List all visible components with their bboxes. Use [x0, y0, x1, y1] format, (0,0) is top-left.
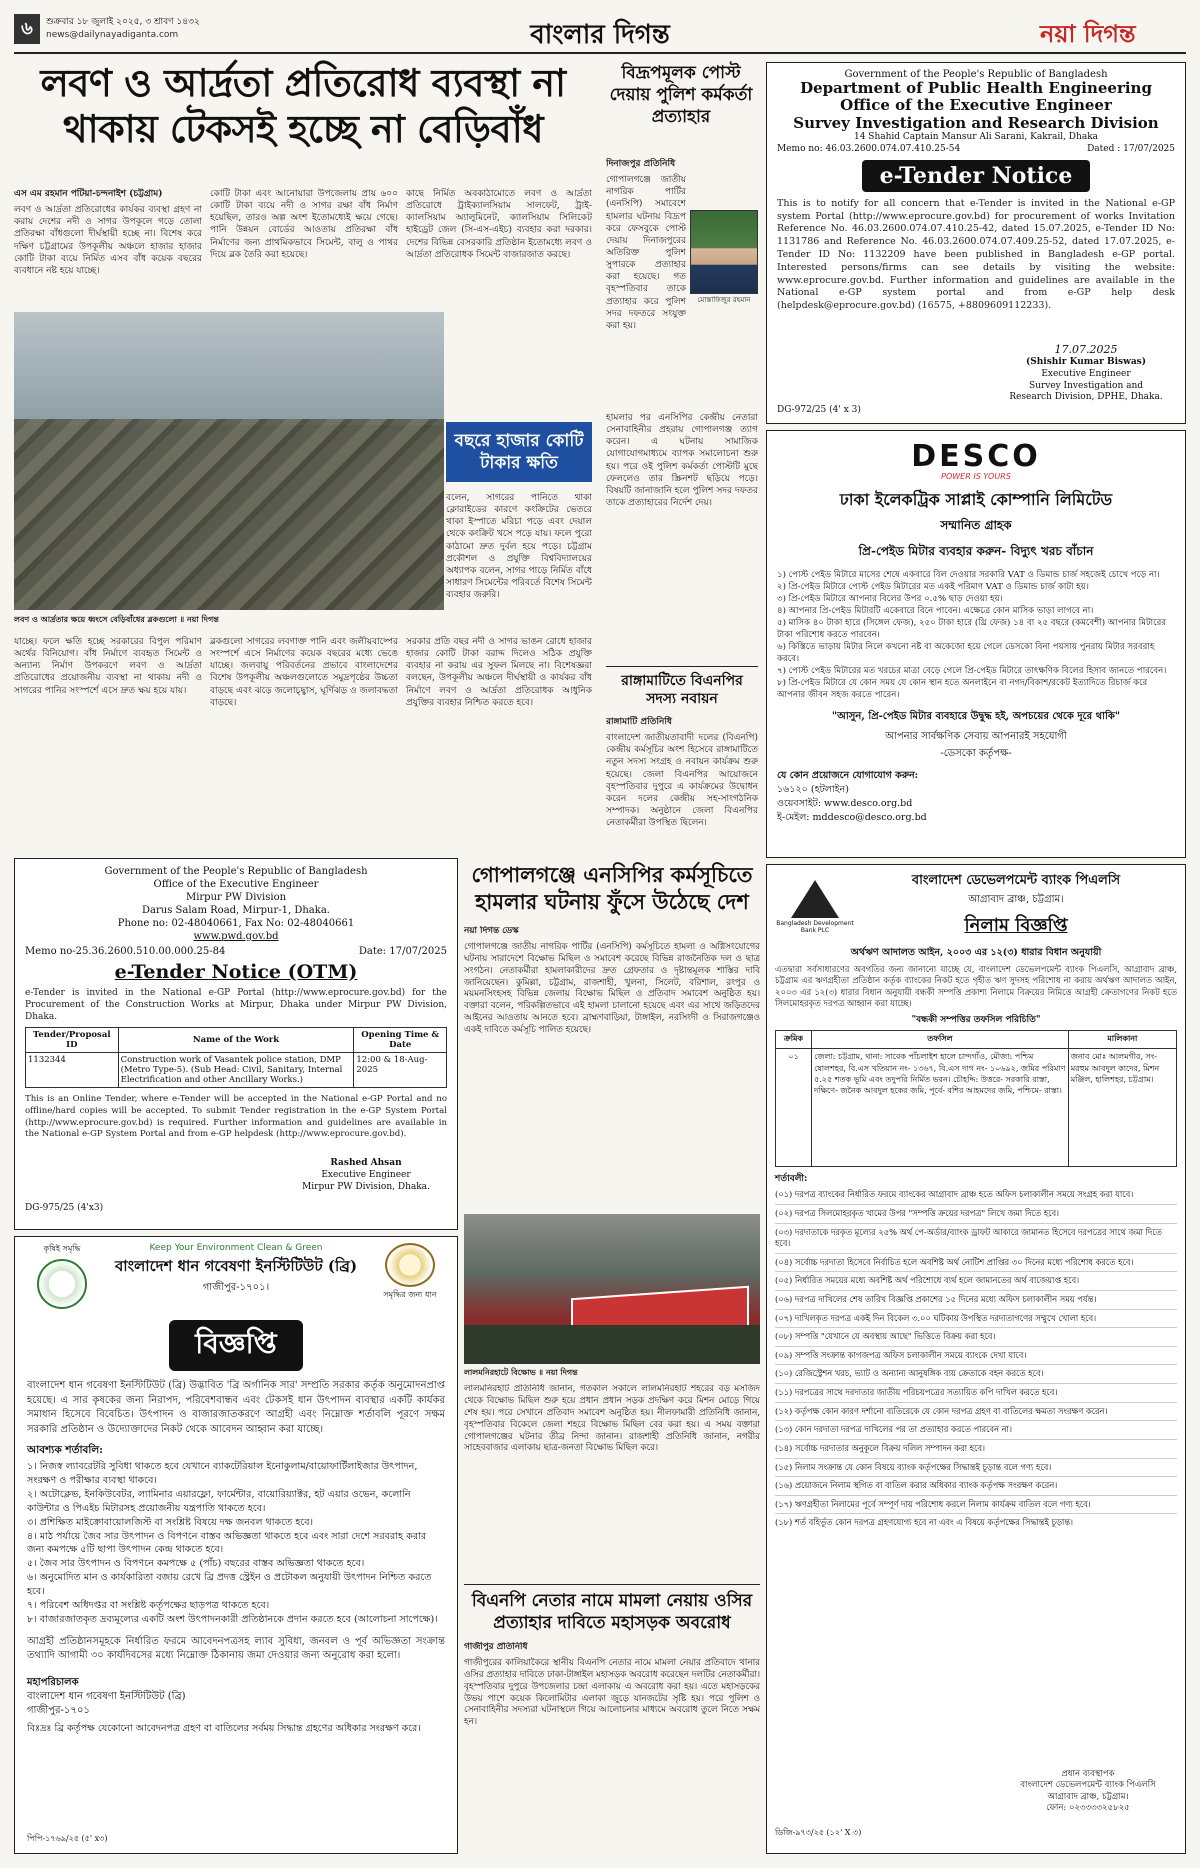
desco-email[interactable]: ই-মেইল: mddesco@desco.org.bd	[777, 811, 927, 823]
brri-dg-place: গাজীপুর-১৭০১	[27, 1704, 90, 1716]
brri-banner: বিজ্ঞপ্তি	[169, 1320, 302, 1371]
newspaper-logo[interactable]: নয়া দিগন্ত	[1040, 19, 1136, 48]
pwd-division: Mirpur PW Division	[185, 892, 287, 903]
pwd-cell-id: 1132344	[26, 1053, 119, 1088]
bdbl-org: বাংলাদেশ ডেভেলপমেন্ট ব্যাংক পিএলসি	[911, 873, 1121, 888]
pwd-intro: e-Tender is invited in the National e-GP Portal (http://www.eprocure.gov.bd) for the Procurement of the Construction Works at Mirpur, Dhaka under Mirpur PW Division, Dhaka.	[25, 988, 447, 1023]
officer-photo	[690, 210, 758, 294]
bdbl-logo-icon	[791, 880, 839, 918]
pwd-table-header: Tender/Proposal ID	[26, 1028, 119, 1053]
desco-point: ৩) প্রি-পেইড মিটারে আপনার বিলের উপর ০.৫% ছাড় দেওয়া হয়।	[777, 594, 1003, 605]
dphe-dated: Dated : 17/07/2025	[1087, 143, 1175, 154]
case-body	[464, 1642, 760, 1854]
dphe-title-3: Research Division, DPHE, Dhaka.	[1009, 392, 1163, 403]
dphe-division: Survey Investigation and Research Division	[793, 113, 1159, 132]
dphe-gov: Government of the People's Republic of Bangladesh	[844, 69, 1108, 80]
bdbl-term: (০৬) দরপত্র দাখিলের শেষ তারিখ বিজ্ঞপ্তি প্রকাশের ১৫ দিনের মধ্যে অফিস চলাকালীন সময় পর্যন্ত।	[775, 1291, 1177, 1310]
pwd-date: Date: 17/07/2025	[358, 946, 447, 957]
pwd-table-header: Opening Time & Date	[354, 1028, 447, 1053]
ncp-body-text: গোপালগঞ্জে জাতীয় নাগরিক পার্টির (এনসিপি) কর্মসূচিতে হামলা ও অগ্নিসংযোগের ঘটনায় সারাদেশে বিক্ষোভ মিছিল ও সমাবেশ করেছে বিভিন্ন রাজনৈতিক দল ও ছাত্র সংগঠন। নেতাকর্মীরা হামলাকারীদের দ্রুত গ্রেফতার ও দৃষ্টান্তমূলক শাস্তির দাবি জানিয়েছেন। কুমিল্লা, চট্টগ্রাম, রাজশাহী, খুলনা, সিলেট, বরিশাল, রংপুর ও ময়মনসিংহসহ বিভিন্ন জেলায় বিক্ষোভ মিছিল ও প্রতিবাদ সমাবেশ অনুষ্ঠিত হয়। বক্তারা বলেন, পরিকল্পিতভাবে এই হামলা চালানো হয়েছে এবং এর সাথে জড়িতদের আইনের আওতায় আনতে হবে। ব্রাহ্মণবাড়িয়া, টাঙ্গাইল, নরসিংদী ও সিরাজগঞ্জেও একই দাবিতে কর্মসূচি পালিত হয়েছে।	[464, 941, 760, 1035]
bdbl-table-header: ক্রমিক	[776, 1031, 812, 1049]
brri-right-tag: সমৃদ্ধির জন্য ধান	[383, 1290, 437, 1299]
bdbl-law: অর্থঋণ আদালত আইন, ২০০৩ এর ১২(৩) ধারার বিধান অনুযায়ী	[850, 947, 1102, 958]
lead-headline: লবণ ও আর্দ্রতা প্রতিরোধ ব্যবস্থা না থাকায় টেকসই হচ্ছে না বেড়িবাঁধ	[40, 60, 566, 152]
bdbl-terms	[775, 1186, 1177, 1532]
table-row	[776, 1049, 1177, 1167]
police-body-2	[606, 412, 758, 662]
bdbl-cell-schedule: জেলা: চট্টগ্রাম, থানা: সাবেক পাঁচলাইশ হালে চান্দগাঁও, মৌজা: পশ্চিম ষোলশহর, বি.এস খতিয়ান নং- ১৩৬৭, বি.এস দাগ নং- ১০৬৯২, জমির পরিমাণ ৫.২৫ শতক ভূমি এবং তদুপরি নির্মিত ভবন। চৌহদ্দি: উত্তরে- সরকারি রাস্তা, দক্ষিণে- জনৈক আবদুল হকের জমি, পূর্বে- বশির আহমদের জমি, পশ্চিমে- রাস্তা।	[812, 1049, 1069, 1167]
pwd-signer: Rashed Ahsan	[330, 1158, 402, 1168]
brri-requirement: ৫। জৈব সার উৎপাদন ও বিপণনে কমপক্ষে ৫ (পাঁচ) বছরের বাস্তব অভিজ্ঞতা থাকতে হবে।	[27, 1558, 365, 1570]
brri-dg-org: বাংলাদেশ ধান গবেষণা ইনস্টিটিউট (ব্রি)	[27, 1690, 186, 1702]
police-headline: বিদ্রূপমূলক পোস্ট দেয়ায় পুলিশ কর্মকর্তা প্রত্যাহার	[609, 63, 753, 128]
bdbl-term: (০১) দরপত্র ব্যাংকের নির্ধারিত ফরমে ব্যাংকের আগ্রাবাদ ব্রাঞ্চ হতে অফিস চলাকালীন সময়ে সংগ্রহ করা যাবে।	[775, 1186, 1177, 1205]
brri-closing: আগ্রহী প্রতিষ্ঠানসমূহকে নির্ধারিত ফরমে আবেদনপত্রসহ ল্যাব সুবিধা, জনবল ও পূর্ব অভিজ্ঞতা সংক্রান্ত তথ্যাদি আগামী ৩০ কার্যদিবসের মধ্যে নিম্নোক্ত ঠিকানায় জমা দেওয়ার জন্য অনুরোধ করা হলো।	[27, 1635, 445, 1662]
bdbl-term: (১৬) প্রয়োজনে নিলাম স্থগিত বা বাতিল করার অধিকার ব্যাংক কর্তৃপক্ষ সংরক্ষণ করেন।	[775, 1477, 1177, 1496]
dphe-banner: e-Tender Notice	[862, 160, 1091, 192]
desco-logo	[777, 439, 1175, 474]
brri-req-title: আবশ্যক শর্তাবলি:	[27, 1444, 104, 1456]
bdbl-term: (১২) কর্তৃপক্ষ কোন কারণ দর্শানো ব্যতিরেকে যে কোন দরপত্র গ্রহণ বা বাতিলের ক্ষমতা সংরক্ষণ করেন।	[775, 1403, 1177, 1422]
desco-point: ৪) আপনার প্রি-পেইড মিটারটি একেবারে বিনে পাবেন। এক্ষেত্রে কোন মাসিক ভাড়া লাগবে না।	[777, 606, 1094, 617]
pwd-web[interactable]: www.pwd.gov.bd	[193, 931, 279, 942]
ncp-headline: গোপালগঞ্জে এনসিপির কর্মসূচিতে হামলার ঘটনায় ফুঁসে উঠেছে দেশ	[471, 862, 753, 914]
bdbl-cell-owner: জনাব মোঃ আলমগীর, সং- মরহুম আবদুল কাদের, মিশন মঞ্জিল, হালিশহর, চট্টগ্রাম।	[1068, 1049, 1176, 1167]
lead-bottom-2-text: ব্লকগুলো সাগরের লবণাক্ত পানি এবং জলীয়বাষ্পের সংস্পর্শে এসে নির্মাণের কয়েক বছরের মধ্যে ভেঙে যাচ্ছে। জলবায়ু পরিবর্তনের প্রভাবে বাংলাদেশের বিশেষ উপকূলীয় অঞ্চলগুলোতে সমুদ্রপৃষ্ঠের উচ্চতা বাড়ছে এবং ঝড়ে জলোচ্ছ্বাস, ঘূর্ণিঝড় ও জলাবদ্ধতা বাড়ছে।	[210, 637, 398, 708]
desco-greeting: সম্মানিত গ্রাহক	[940, 518, 1012, 532]
desco-point: ১) পোস্ট পেইড মিটারে মাসের শেষে একবারে বিল দেওয়ার সরকারি VAT ও ডিমান্ড চার্জ সহজেই চোখে পড়ে না।	[777, 570, 1160, 580]
brri-requirement: ২। অটোক্লেভ, ইনকিউবেটর, ল্যামিনার এয়ারফ্লো, ফার্মেন্টার, বায়োরিয়্যাক্টর, হট এয়ার ওভেন, কলোনি কাউন্টার ও পিএইচ মিটারসহ প্রয়োজনীয় যন্ত্রপাতি থাকতে হবে।	[27, 1488, 411, 1514]
bdbl-org-en: Bangladesh Development Bank PLC	[776, 919, 854, 934]
officer-caption: মোস্তাফিজুর রহমান	[697, 296, 751, 304]
bnp-body-text: বাংলাদেশ জাতীয়তাবাদী দলের (বিএনপি) কেন্দ্রীয় কর্মসূচির অংশ হিসেবে রাঙ্গামাটিতে নতুন সদস্য সংগ্রহ ও নবায়ন কার্যক্রম শুরু হয়েছে। জেলা বিএনপির আয়োজনে বৃহস্পতিবার দুপুরে এ কার্যক্রমের উদ্বোধন করেন দলের কেন্দ্রীয় সহ-সাংগঠনিক সম্পাদক। অনুষ্ঠানে জেলা বিএনপির নেতাকর্মীরা উপস্থিত ছিলেন।	[606, 733, 758, 829]
dphe-office: Office of the Executive Engineer	[840, 96, 1112, 115]
dphe-ref: DG-972/25 (4' x 3)	[777, 405, 861, 415]
ncp-byline: নয়া দিগন্ত ডেস্ক	[464, 926, 519, 936]
case-headline: বিএনপি নেতার নামে মামলা নেয়ায় ওসির প্রত্যাহার দাবিতে মহাসড়ক অবরোধ	[471, 1591, 753, 1634]
lead-right-col-text: বলেন, সাগরের পানিতে থাকা ক্লোরাইডের কারণে কংক্রিটের ভেতরে থাকা ইস্পাতে মরিচা পড়ে এবং দেয়াল থেকে কংক্রিট খসে পড়ে যায়। ফলে পুরো কাঠামো দ্রুত দুর্বল হয়ে পড়ে। চট্টগ্রাম প্রকৌশল ও প্রযুক্তি বিশ্ববিদ্যালয়ের অধ্যাপক বলেন, সাগর পাড়ে নির্মিত বাঁধে সাধারণ সিমেন্টের পরিবর্তে বিশেষ সিমেন্ট ব্যবহার জরুরি।	[446, 493, 592, 601]
bdbl-table-header: তফসিল	[812, 1031, 1069, 1049]
bnp-headline: রাঙ্গামাটিতে বিএনপির সদস্য নবায়ন	[621, 673, 743, 708]
bdbl-term: (০২) দরপত্র সিলমোহরকৃত খামের উপর "সম্পত্তি ক্রয়ের দরপত্র" লিখে জমা দিতে হবে।	[775, 1205, 1177, 1224]
police-body-2-text: হামলার পর এনসিপির কেন্দ্রীয় নেতারা সেনাবাহিনীর প্রহরায় গোপালগঞ্জ ত্যাগ করেন। এ ঘটনায় সামাজিক যোগাযোগমাধ্যমে ব্যাপক সমালোচনা শুরু হয়। পরে ওই পুলিশ কর্মকর্তা পোস্টটি মুছে ফেললেও তার স্ক্রিনশট ছড়িয়ে পড়ে। বিষয়টি জানাজানি হলে পুলিশ সদর দফতর তাকে প্রত্যাহারের নির্দেশ দেয়।	[606, 413, 758, 508]
lead-col-1	[14, 188, 202, 306]
bdbl-signer-branch: আগ্রাবাদ ব্রাঞ্চ, চট্টগ্রাম।	[1047, 1791, 1129, 1802]
ncp-case-divider	[464, 1584, 760, 1585]
dphe-title-2: Survey Investigation and	[1028, 380, 1144, 391]
section-title: বাংলার দিগন্ত	[530, 20, 670, 50]
dphe-title-1: Executive Engineer	[1041, 368, 1131, 379]
police-body-text: গোপালগঞ্জে জাতীয় নাগরিক পার্টির (এনসিপি) সমাবেশে হামলার ঘটনায় বিদ্রূপ করে ফেসবুকে পোস্ট দেয়ায় দিনাজপুরের অতিরিক্ত পুলিশ সুপারকে প্রত্যাহার করা হয়েছে। গত বৃহস্পতিবার তাকে প্রত্যাহার করে পুলিশ সদর দফতরে সংযুক্ত করা হয়।	[606, 175, 686, 331]
bdbl-term: (১৮) শর্ত বহির্ভূত কোন দরপত্র গ্রহণযোগ্য হবে না এবং এ বিষয়ে কর্তৃপক্ষের সিদ্ধান্তই চূড়ান্ত।	[775, 1517, 1073, 1528]
bdbl-signer-title: প্রধান ব্যবস্থাপক	[1061, 1769, 1115, 1779]
desco-company: ঢাকা ইলেকট্রিক সাপ্লাই কোম্পানি লিমিটেড	[839, 490, 1113, 509]
police-byline: দিনাজপুর প্রতিনিধি	[606, 159, 676, 169]
embankment-photo	[14, 312, 444, 610]
dphe-signer: (Shishir Kumar Biswas)	[1025, 357, 1147, 368]
desco-point: ২) প্রি-পেইড মিটারে পোস্ট পেইড মিটারের মত একই পরিমাণ VAT ও ডিমান্ড চার্জ কাটা হয়।	[777, 582, 1089, 593]
brri-note: বিঃদ্রঃ ব্রি কর্তৃপক্ষ যেকোনো আবেদনপত্র গ্রহণ বা বাতিলের সর্বময় সিদ্ধান্ত গ্রহণের অধিকার সংরক্ষণ করে।	[27, 1722, 421, 1734]
bdbl-branch: আগ্রাবাদ ব্রাঞ্চ, চট্টগ্রাম।	[968, 894, 1064, 905]
bdbl-term: (১১) দরপত্রের সাথে দরদাতার জাতীয় পরিচয়পত্রের সত্যায়িত কপি দাখিল করতে হবে।	[775, 1384, 1177, 1403]
bdbl-schedule-title: "বন্ধকী সম্পত্তির তফসিল পরিচিতি"	[911, 1015, 1041, 1026]
desco-website[interactable]: ওয়েবসাইট: www.desco.org.bd	[777, 797, 913, 809]
bdbl-term: (০৮) সম্পত্তি "যেখানে যে অবস্থায় আছে" ভিত্তিতে বিক্রয় করা হবে।	[775, 1328, 1177, 1347]
bdbl-term: (১০) রেজিস্ট্রেশন খরচ, ভ্যাট ও অন্যান্য আনুষঙ্গিক ব্যয় ক্রেতাকে বহন করতে হবে।	[775, 1365, 1177, 1384]
lead-bottom-1-text: যাচ্ছে। ফলে ক্ষতি হচ্ছে সরকারের বিপুল পরিমাণ অর্থের বিনিয়োগ। বাঁধ নির্মাণে ব্যবহৃত সিমেন্ট ও অন্যান্য নির্মাণ উপকরণে লবণ ও আর্দ্রতা প্রতিরোধের প্রয়োজনীয় ব্যবস্থা না থাকায় নদী ও সাগরের পানির সংস্পর্শে এসে দ্রুত ক্ষয় হয়ে যায়।	[14, 637, 202, 696]
pwd-gov: Government of the People's Republic of Bangladesh	[104, 866, 368, 877]
dphe-address: 14 Shahid Captain Mansur Ali Sarani, Kakrail, Dhaka	[853, 131, 1099, 142]
bdbl-table	[775, 1030, 1177, 1167]
masthead-rule	[14, 52, 1186, 54]
lead-col-1-text: লবণ ও আর্দ্রতা প্রতিরোধের কার্যকর ব্যবস্থা গ্রহণ না করায় দেশের নদী ও সাগর উপকূলে গড়ে তোলা প্রতিরক্ষা বাঁধগুলো দীর্ঘস্থায়ী হচ্ছে না। বিশেষ করে দক্ষিণ চট্টগ্রামের উপকূলীয় অঞ্চলে হাজার হাজার কোটি টাকা ব্যয়ে নির্মিত এসব বাঁধ কয়েক বছরের ব্যবধানে নষ্ট হয়ে যাচ্ছে।	[14, 205, 202, 276]
bdbl-term: (০৯) সম্পত্তি সংক্রান্ত কাগজপত্র অফিস চলাকালীন সময়ে ব্যাংকে দেখা যাবে।	[775, 1347, 1177, 1366]
pwd-memo: Memo no-25.36.2600.510.00.000.25-84	[25, 946, 226, 957]
protest-photo	[464, 1214, 760, 1364]
protest-caption: লালমনিরহাটে বিক্ষোভ ॥ নয়া দিগন্ত	[464, 1367, 578, 1377]
brri-requirement: ৪। মাঠ পর্যায়ে জৈব সার উৎপাদন ও বিপণনে বাস্তব অভিজ্ঞতা থাকতে হবে এবং সারা দেশে সরবরাহ করার জন্য কমপক্ষে ৫টি ছাপা উৎপাদন কেন্দ্র থাকতে হবে।	[27, 1530, 427, 1556]
bdbl-term: (০৭) দাখিলকৃত দরপত্র একই দিন বিকেল ৩.০০ ঘটিকায় উপস্থিত দরদাতাগণের সম্মুখে খোলা হবে।	[775, 1310, 1177, 1329]
pwd-phone: Phone no: 02-48040661, Fax No: 02-48040661	[117, 918, 355, 929]
police-body	[606, 158, 686, 408]
lead-col-2-text: কোটি টাকা এবং আনোয়ারা উপজেলায় প্রায় ৬০০ কোটি টাকা ব্যয়ে নদী ও সাগর রক্ষা বাঁধ নির্মাণ হয়েছিল, তারও অল্প অংশ ইতোমধ্যেই ক্ষয়ে গেছে। পানি উন্নয়ন বোর্ডের আওতায় প্রতিরক্ষা বাঁধ নির্মাণের জন্য প্রাথমিকভাবে সিমেন্ট, বালু ও পাথর দিয়ে ব্লক তৈরি করা হয়েছে।	[210, 189, 398, 260]
bdbl-ref: ডিজি-৯৭৩/২৫ (১২' X ৩)	[775, 1828, 862, 1837]
pwd-title-2: Mirpur PW Division, Dhaka.	[302, 1182, 430, 1193]
brri-left-tag: কৃষিই সমৃদ্ধি	[43, 1244, 81, 1253]
desco-points	[777, 569, 1175, 701]
bdbl-phone[interactable]: ফোন: ০২৩৩৩৩২৫৮২৫	[1046, 1803, 1130, 1814]
brri-requirement: ১। নিজস্ব ল্যাবরেটরি সুবিধা থাকতে হবে যেখানে ব্যাকটেরিয়াল ইনোকুলাম/বায়োফার্টিলাইজার উৎপাদন, সংরক্ষণ ও পরীক্ষার ব্যবস্থা থাকবে।	[27, 1461, 418, 1486]
pwd-cell-work: Construction work of Vasantek police station, DMP (Metro Type-5). (Sub Head: Civil, Sanitary, Internal Electrification and other Ancillary Works.)	[118, 1053, 354, 1088]
bdbl-term: (১৫) নিলাম সংক্রান্ত যে কোন বিষয়ে ব্যাংক কর্তৃপক্ষের সিদ্ধান্তই চূড়ান্ত বলে গণ্য হবে।	[775, 1459, 1177, 1478]
table-row	[26, 1053, 447, 1088]
pwd-tender-ad	[14, 858, 458, 1230]
brri-seal-icon	[37, 1259, 87, 1309]
dphe-memo: Memo no: 46.03.2600.074.07.410.25-54	[777, 143, 961, 154]
bdbl-term: (০৫) নির্ধারিত সময়ের মধ্যে অবশিষ্ট অর্থ পরিশোধে ব্যর্থ হলে জামানতের অর্থ বাজেয়াপ্ত হবে।	[775, 1272, 1177, 1291]
bdbl-term: (১৩) কোন দরদাতা দরপত্র দাখিলের পর তা প্রত্যাহার করতে পারবেন না।	[775, 1421, 1177, 1440]
brri-dg: মহাপরিচালক	[27, 1676, 79, 1688]
brri-requirement: ৬। অনুমোদিত মান ও কার্যকারিতা বজায় রেখে ব্রি প্রদত্ত স্ট্রেইন ও প্রটোকল অনুযায়ী উৎপাদন নিশ্চিত করতে হবে।	[27, 1572, 432, 1598]
brri-intro: বাংলাদেশ ধান গবেষণা ইনস্টিটিউট (ব্রি) উদ্ভাবিত 'ব্রি অর্গানিক সার' সম্প্রতি সরকার কর্তৃক অনুমোদনপ্রাপ্ত হয়েছে। এ সার কৃষকের জন্য নিরাপদ, পরিবেশবান্ধব এবং টেকসই ধান উৎপাদন ব্যবস্থার একটি কার্যকর সমাধান হিসেবে বিবেচিত। উৎপাদন ও বাজারজাতকরণে আগ্রহী এবং নিম্নোক্ত শর্তাবলি পূরণে সক্ষম সরকারি প্রতিষ্ঠান ও উদ্যোক্তাদের নিকট থেকে আবেদন আহ্বান করা যাচ্ছে।	[27, 1380, 445, 1435]
brri-place: গাজীপুর-১৭০১।	[202, 1282, 270, 1293]
bnp-byline: রাঙ্গামাটি প্রতিনিধি	[606, 717, 672, 727]
lead-bottom-3	[406, 636, 592, 846]
brri-jubilee-icon	[385, 1243, 435, 1287]
brri-green-tag: Keep Your Environment Clean & Green	[149, 1243, 323, 1253]
brri-ref: পিপি-১৭৬৯/২৫ (৫' x৩)	[27, 1834, 108, 1843]
lead-col-3	[406, 188, 592, 306]
brri-ad	[14, 1236, 458, 1854]
lead-byline: এস এম রহমান পটিয়া-চন্দনাইশ (চট্টগ্রাম)	[14, 189, 163, 199]
pwd-table-header: Name of the Work	[118, 1028, 354, 1053]
case-body-text: গাজীপুরের কালিয়াকৈরে স্থানীয় বিএনপি নেতার নামে মামলা নেয়ার প্রতিবাদে থানার ওসির প্রত্যাহার দাবিতে ঢাকা-টাঙ্গাইল মহাসড়ক অবরোধ করেছেন দলটির নেতাকর্মীরা। বৃহস্পতিবার দুপুরে উপজেলার চন্দ্রা এলাকায় এ অবরোধ করা হয়। এতে মহাসড়কের উভয় পাশে কয়েক কিলোমিটার এলাকা জুড়ে যানজটের সৃষ্টি হয়। পরে পুলিশ ও সেনাবাহিনীর সদস্যরা ঘটনাস্থলে গিয়ে আলোচনার মাধ্যমে অবরোধ তুলে নিতে সক্ষম হন।	[464, 1657, 760, 1728]
desco-hotline[interactable]: ১৬১২০ (হটলাইন)	[777, 784, 849, 796]
dphe-body: This is to notify for all concern that e-Tender is invited in the National e-GP system Portal (http://www.eprocure.gov.bd) for procurement of works Invitation Reference No. 46.03.2600.074.07.410.25-42, dated 15.07.2025, e-Tender ID No: 1131786 and Reference No. 46.03.2600.074.07.409.25-52, dated 17.07.2025, e-Tender ID No: 1132209 have been published in Bangladesh e-GP portal. Interested persons/firms can see details by visiting the website: www.eprocure.gov.bd. Further information and guidelines are available in the National e-GP system portal and from e-GP help desk (helpdesk@eprocure.gov.bd) (16575, +8809609112233).	[777, 197, 1175, 312]
brri-requirement: ৮। বাজারজাতকৃত দ্রব্যমূল্যের একটি অংশ উৎপাদনকারী প্রতিষ্ঠানকে প্রদান করতে হবে (আলোচনা সাপেক্ষে)।	[27, 1613, 438, 1625]
desco-ad	[766, 430, 1186, 858]
bdbl-term: (১৪) সর্বোচ্চ দরদাতার অনুকূলে বিক্রয় দলিল সম্পাদন করা হবে।	[775, 1440, 1177, 1459]
bdbl-term: (০৩) দরদাতাকে দরকৃত মূল্যের ২৫% অর্থ পে-অর্ডার/ব্যাংক ড্রাফট আকারে জামানত হিসেবে দরপত্রের সাথে জমা দিতে হবে।	[775, 1224, 1177, 1254]
email-link[interactable]: news@dailynayadiganta.com	[46, 30, 179, 40]
bdbl-table-header: মালিকানা	[1068, 1031, 1176, 1049]
bdbl-banner: নিলাম বিজ্ঞপ্তি	[964, 915, 1068, 936]
bdbl-signer-org: বাংলাদেশ ডেভেলপমেন্ট ব্যাংক পিএলসি	[1020, 1780, 1156, 1791]
page-number: ৬	[14, 14, 40, 44]
date-line: শুক্রবার ১৮ জুলাই ২০২৫, ৩ শ্রাবণ ১৪৩২	[46, 17, 200, 27]
pwd-banner: e-Tender Notice (OTM)	[114, 961, 358, 983]
pwd-ref: DG-975/25 (4'x3)	[25, 1203, 104, 1213]
lead-col-2	[210, 188, 398, 306]
brri-requirement: ৩। প্রশিক্ষিত মাইক্রোবায়োলজিস্ট বা সংশ্লিষ্ট বিষয়ে দক্ষ জনবল থাকতে হবে।	[27, 1516, 314, 1528]
police-bnp-divider	[606, 666, 758, 667]
desco-authority: -ডেসকো কর্তৃপক্ষ-	[940, 748, 1012, 760]
bdbl-intro: এতদ্বারা সর্বসাধারণের অবগতির জন্য জানানো যাচ্ছে যে, বাংলাদেশ ডেভেলপমেন্ট ব্যাংক পিএলসি, আগ্রাবাদ ব্রাঞ্চ, চট্টগ্রাম এর ঋণগ্রহীতা প্রতিষ্ঠান কর্তৃক ব্যাংকের নিকট হতে গৃহীত ঋণ সুদসহ পরিশোধ না করায় অর্থঋণ আদালত আইন, ২০০৩ এর ১২(৩) ধারার বিধান অনুযায়ী বন্ধকী সম্পত্তি প্রকাশ্য নিলামে বিক্রয়ের নিমিত্তে আগ্রহী ক্রেতাগণের নিকট হতে সিলমোহরকৃত দরপত্র আহ্বান করা যাচ্ছে।	[775, 964, 1177, 1009]
desco-tagline: POWER IS YOURS	[941, 472, 1011, 481]
bdbl-term: (১৭) ঋণগ্রহীতা নিলামের পূর্বে সম্পূর্ণ দায় পরিশোধ করলে নিলাম কার্যক্রম বাতিল বলে গণ্য হবে।	[775, 1496, 1177, 1515]
ncp-body-2	[464, 1384, 760, 1580]
desco-logo-text: DESCO	[911, 439, 1041, 474]
bdbl-auction-ad	[766, 864, 1186, 1854]
desco-point: ৭) পোস্ট পেইড মিটারের মত খরচের মাত্রা বেড়ে গেলে প্রি-পেইড মিটারে তাৎক্ষণিক বিলের হিসাব জানতে পারবেন।	[777, 666, 1167, 677]
pwd-footer: This is an Online Tender, where e-Tender will be accepted in the National e-GP Portal and no offline/hard copies will be accepted. To submit Tender registration in the e-GP System Portal (http://www.eprocure.gov.bd) is required. Further information and guidelines are available in the National e-GP System Portal and from e-GP helpdesk (http://www.eprocure.gov.bd).	[25, 1094, 447, 1140]
lead-right-col	[446, 492, 592, 632]
lead-bottom-3-text: সরকার প্রতি বছর নদী ও সাগর ভাঙন রোধে হাজার হাজার কোটি টাকা বরাদ্দ দিলেও সঠিক প্রযুক্তি ব্যবহার না করায় এর সুফল মিলছে না। বিশেষজ্ঞরা বলছেন, উপকূলীয় অঞ্চলে দীর্ঘস্থায়ী ও কার্যকর বাঁধ নির্মাণে লবণ ও আর্দ্রতা প্রতিরোধক আধুনিক প্রযুক্তির ব্যবহার নিশ্চিত করতে হবে।	[406, 637, 592, 708]
case-byline: গাজীপুর প্রতিনিধি	[464, 1642, 528, 1652]
desco-point: ৮) প্রি-পেইড মিটারে যে কোন সময় যে কোন স্থান হতে অনলাইনে বা নগদ/বিকাশ/রকেট ইত্যাদিতে রিচার্জ করে আপনার জীবন সহজ করতে পারেন।	[777, 678, 1148, 701]
lead-photo-caption: লবণ ও আর্দ্রতার ক্ষয়ে ধ্বংসে বেড়িবাঁধের ব্লকগুলো ॥ নয়া দিগন্ত	[14, 614, 219, 624]
lead-bottom-1	[14, 636, 202, 846]
bdbl-terms-title: শর্তাবলী:	[775, 1174, 808, 1185]
dphe-dept: Department of Public Health Engineering	[800, 79, 1152, 97]
desco-point: ৫) মাসিক ৪০ টাকা হারে (সিঙ্গেল ফেজ), ২৫০ টাকা হারে (থ্রি ফেজ) ১৪ বা ২৫ বছরে (কমবেশী) আপনার মিটারের টাকা পরিশোধ করতে পারবেন।	[777, 618, 1167, 641]
pwd-address: Darus Salam Road, Mirpur-1, Dhaka.	[142, 905, 330, 916]
dphe-tender-ad	[766, 62, 1186, 424]
brri-name: বাংলাদেশ ধান গবেষণা ইনস্টিটিউট (ব্রি)	[114, 1257, 358, 1275]
ncp-body	[464, 926, 760, 1210]
desco-point: ৬) কিস্তিতে ভাড়ায় মিটার নিলে কখনো নষ্ট বা অকেজো হয়ে গেলে ডেসকো বিনা পয়সায় পুনরায় মিটার সরবরাহ করবে।	[777, 642, 1155, 665]
desco-contact-label: যে কোন প্রয়োজনে যোগাযোগ করুন:	[777, 770, 919, 782]
desco-cooperation: আপনার সার্বক্ষণিক সেবায় আপনারই সহযোগী	[885, 731, 1067, 743]
bnp-body	[606, 716, 758, 846]
bdbl-term: (০৪) সর্বোচ্চ দরদাতা হিসেবে নির্বাচিত হলে অবশিষ্ট অর্থ নোটিশ প্রাপ্তির ৩০ দিনের মধ্যে পরিশোধ করতে হবে।	[775, 1254, 1177, 1273]
ncp-body-2-text: লালমনিরহাট প্রতিনিধি জানান, গতকাল সকালে লালমনিরহাট শহরের বড় মসজিদ থেকে বিক্ষোভ মিছিল শুরু হয়ে প্রধান প্রধান সড়ক প্রদক্ষিণ করে মিশন মোড়ে গিয়ে শেষ হয়। পরে সেখানে প্রতিবাদ সমাবেশ অনুষ্ঠিত হয়। নীলফামারী প্রতিনিধি জানান, বৃহস্পতিবার বিকেলে জেলা শহরে বিক্ষোভ মিছিল বের করা হয়। এ সময় বক্তারা গোপালগঞ্জের ঘটনার তীব্র নিন্দা জানান। রাজশাহী প্রতিনিধি জানান, নগরীর সাহেববাজার এলাকায় ছাত্র-জনতা বিক্ষোভ মিছিল করে।	[464, 1384, 760, 1454]
bdbl-cell-serial: ০১	[776, 1049, 812, 1167]
lead-bottom-2	[210, 636, 398, 846]
pwd-table	[25, 1027, 447, 1088]
desco-sub: প্রি-পেইড মিটার ব্যবহার করুন- বিদ্যুৎ খরচ বাঁচান	[858, 544, 1094, 558]
lead-callout: বছরে হাজার কোটি টাকার ক্ষতি	[446, 422, 592, 482]
pwd-title-1: Executive Engineer	[321, 1170, 411, 1181]
pwd-cell-opening: 12:00 & 18-Aug-2025	[354, 1053, 447, 1088]
desco-slogan: "আসুন, প্রি-পেইড মিটার ব্যবহারে উদ্বুদ্ধ হই, অপচয়ের থেকে দূরে থাকি"	[831, 711, 1121, 723]
dphe-signature: 17.07.2025	[1054, 343, 1118, 356]
brri-requirement: ৭। পরিবেশ অধিদপ্তর বা সংশ্লিষ্ট কর্তৃপক্ষের ছাড়পত্র থাকতে হবে।	[27, 1600, 270, 1612]
lead-col-3-text: কাছে নির্মিত অবকাঠামোতে লবণ ও আর্দ্রতা প্রতিরোধে ট্রাইক্যালসিয়াম সালফেট, ট্রাই-ক্যালসিয়াম অ্যালুমিনেট, ক্যালসিয়াম সিলিকেট হাইড্রেট জেল (সি-এস-এইচ) ব্যবহার করা দরকার। দেশের বিভিন্ন বেসরকারি প্রতিষ্ঠান ইতোমধ্যে লবণ ও আর্দ্রতা প্রতিরোধক সিমেন্ট বাজারজাত করছে।	[406, 189, 592, 260]
pwd-office: Office of the Executive Engineer	[153, 879, 319, 890]
